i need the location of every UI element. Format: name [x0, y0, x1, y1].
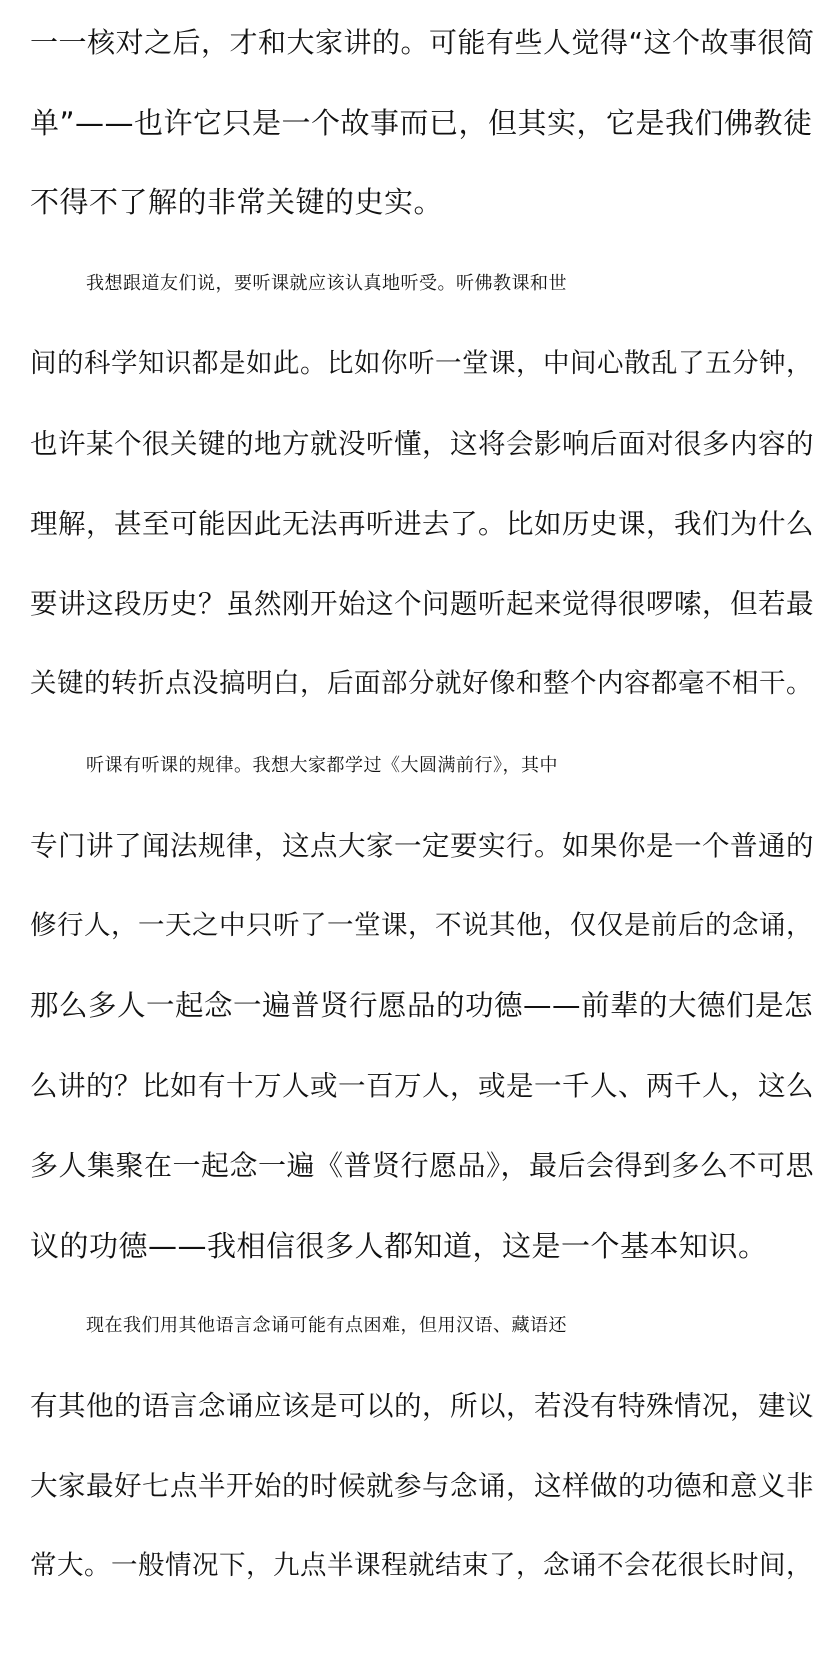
text-line: 么讲的？比如有十万人或一百万人，或是一千人、两千人，这么: [30, 1070, 814, 1102]
text-line: 专门讲了闻法规律，这点大家一定要实行。如果你是一个普通的: [30, 830, 814, 862]
text-line: 关键的转折点没搞明白，后面部分就好像和整个内容都毫不相干。: [30, 668, 813, 699]
text-line: 要讲这段历史？虽然刚开始这个问题听起来觉得很啰嗦，但若最: [30, 588, 814, 620]
text-line: 多人集聚在一起念一遍《普贤行愿品》，最后会得到多么不可思: [30, 1149, 815, 1182]
text-line: 常大。一般情况下，九点半课程就结束了，念诵不会花很长时间，: [30, 1550, 813, 1581]
text-line: 大家最好七点半开始的时候就参与念诵，这样做的功德和意义非: [30, 1470, 814, 1502]
paragraph-first-line: 现在我们用其他语言念诵可能有点困难，但用汉语、藏语还: [86, 1315, 567, 1336]
paragraph-first-line: 听课有听课的规律。我想大家都学过《大圆满前行》，其中: [86, 755, 558, 776]
text-line: 有其他的语言念诵应该是可以的，所以，若没有特殊情况，建议: [30, 1390, 814, 1422]
text-line: 单”——也许它只是一个故事而已，但其实，它是我们佛教徒: [30, 106, 813, 140]
text-line: 一一核对之后，才和大家讲的。可能有些人觉得“这个故事很简: [30, 26, 815, 59]
text-line: 修行人，一天之中只听了一堂课，不说其他，仅仅是前后的念诵，: [30, 910, 813, 941]
text-line: 间的科学知识都是如此。比如你听一堂课，中间心散乱了五分钟，: [30, 348, 813, 379]
text-line: 议的功德——我相信很多人都知道，这是一个基本知识。: [30, 1229, 768, 1263]
text-line: 不得不了解的非常关键的史实。: [30, 185, 444, 219]
text-line: 那么多人一起念一遍普贤行愿品的功德——前辈的大德们是怎: [30, 989, 814, 1022]
text-line: 也许某个很关键的地方就没听懂，这将会影响后面对很多内容的: [30, 428, 814, 460]
text-line: 理解，甚至可能因此无法再听进去了。比如历史课，我们为什么: [30, 508, 814, 540]
paragraph-first-line: 我想跟道友们说，要听课就应该认真地听受。听佛教课和世: [86, 273, 567, 294]
